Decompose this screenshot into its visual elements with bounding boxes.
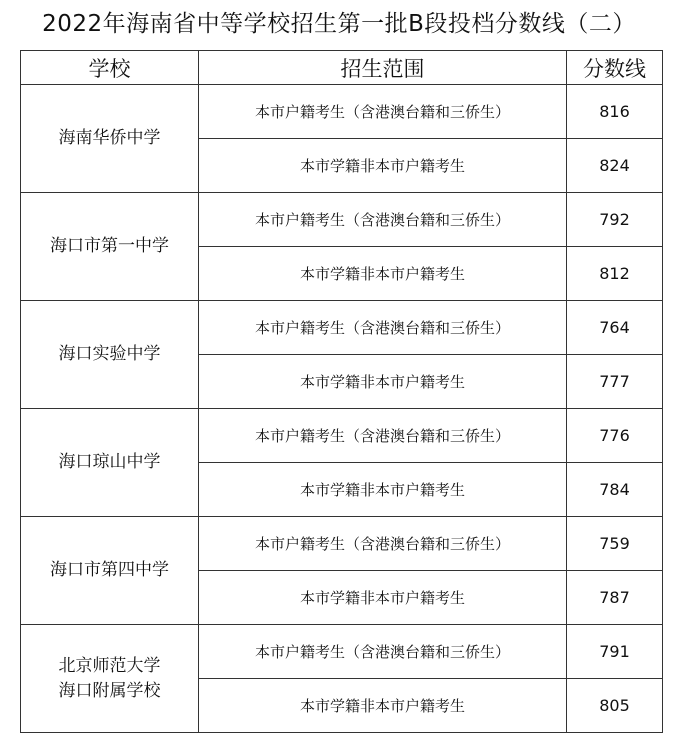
table-row — [21, 301, 663, 355]
range-cell: 本市户籍考生（含港澳台籍和三侨生） — [199, 409, 567, 463]
school-name: 海口琼山中学 — [58, 452, 161, 472]
range-cell: 本市学籍非本市户籍考生 — [199, 247, 567, 301]
score-cell: 777 — [567, 355, 663, 409]
school-name-cell — [21, 301, 199, 409]
range-cell: 本市户籍考生（含港澳台籍和三侨生） — [199, 193, 567, 247]
school-name-cell — [21, 625, 199, 733]
school-name: 海口实验中学 — [58, 344, 161, 364]
score-cell: 824 — [567, 139, 663, 193]
page-title: 2022年海南省中等学校招生第一批B段投档分数线（二） — [42, 11, 636, 37]
header-school: 学校 — [21, 51, 199, 85]
score-cell: 787 — [567, 571, 663, 625]
range-cell: 本市学籍非本市户籍考生 — [199, 571, 567, 625]
score-cell: 805 — [567, 679, 663, 733]
score-cell: 791 — [567, 625, 663, 679]
range-cell: 本市学籍非本市户籍考生 — [199, 139, 567, 193]
school-name: 海口市第一中学 — [50, 236, 169, 256]
range-cell: 本市户籍考生（含港澳台籍和三侨生） — [199, 625, 567, 679]
score-cell: 776 — [567, 409, 663, 463]
score-cell: 812 — [567, 247, 663, 301]
table-row — [21, 625, 663, 679]
school-name-cell — [21, 85, 199, 193]
school-name-cell — [21, 193, 199, 301]
score-cell: 759 — [567, 517, 663, 571]
table-row — [21, 85, 663, 139]
school-name: 海口市第四中学 — [50, 560, 169, 580]
range-cell: 本市学籍非本市户籍考生 — [199, 355, 567, 409]
header-range: 招生范围 — [199, 51, 567, 85]
score-cell: 784 — [567, 463, 663, 517]
school-name: 海南华侨中学 — [58, 128, 161, 148]
range-cell: 本市户籍考生（含港澳台籍和三侨生） — [199, 301, 567, 355]
range-cell: 本市户籍考生（含港澳台籍和三侨生） — [199, 517, 567, 571]
score-table — [20, 50, 663, 733]
table-row — [21, 409, 663, 463]
table-row — [21, 517, 663, 571]
score-cell: 792 — [567, 193, 663, 247]
range-cell: 本市户籍考生（含港澳台籍和三侨生） — [199, 85, 567, 139]
school-name-cell — [21, 517, 199, 625]
school-name-cell — [21, 409, 199, 517]
table-row — [21, 193, 663, 247]
range-cell: 本市学籍非本市户籍考生 — [199, 679, 567, 733]
school-name-line-2: 海口附属学校 — [58, 680, 161, 701]
table-header-row — [21, 51, 663, 85]
range-cell: 本市学籍非本市户籍考生 — [199, 463, 567, 517]
score-cell: 764 — [567, 301, 663, 355]
score-cell: 816 — [567, 85, 663, 139]
header-score: 分数线 — [567, 51, 663, 85]
school-name-line-1: 北京师范大学 — [58, 655, 161, 676]
